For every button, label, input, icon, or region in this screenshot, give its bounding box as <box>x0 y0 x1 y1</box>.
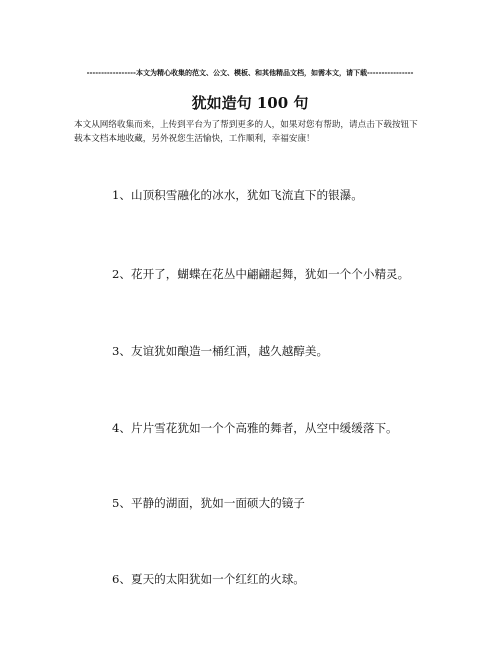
sentence-item: 5、平静的湖面，犹如一面硕大的镜子 <box>112 496 305 510</box>
sentence-item: 4、片片雪花犹如一个个高雅的舞者，从空中缓缓落下。 <box>112 421 398 435</box>
sentence-item: 3、友谊犹如酿造一桶红酒，越久越醇美。 <box>112 344 329 358</box>
sentence-item: 6、夏天的太阳犹如一个红红的火球。 <box>112 572 305 586</box>
intro-paragraph: 本文从网络收集而来，上传到平台为了帮到更多的人，如果对您有帮助，请点击下载按钮下载本文档本地收藏，另外祝您生活愉快，工作顺利，幸福安康！ <box>74 120 418 144</box>
sentence-item: 2、花开了，蝴蝶在花丛中翩翩起舞，犹如一个个小精灵。 <box>112 267 410 281</box>
sentence-item: 1、山顶积雪融化的冰水，犹如飞流直下的银瀑。 <box>112 188 363 202</box>
download-notice: -----------------本文为精心收集的范文、公文、模板、和其他精品文档，如需本文，请下载---------------- <box>86 68 414 77</box>
page-title: 犹如造句 100 句 <box>191 94 309 112</box>
